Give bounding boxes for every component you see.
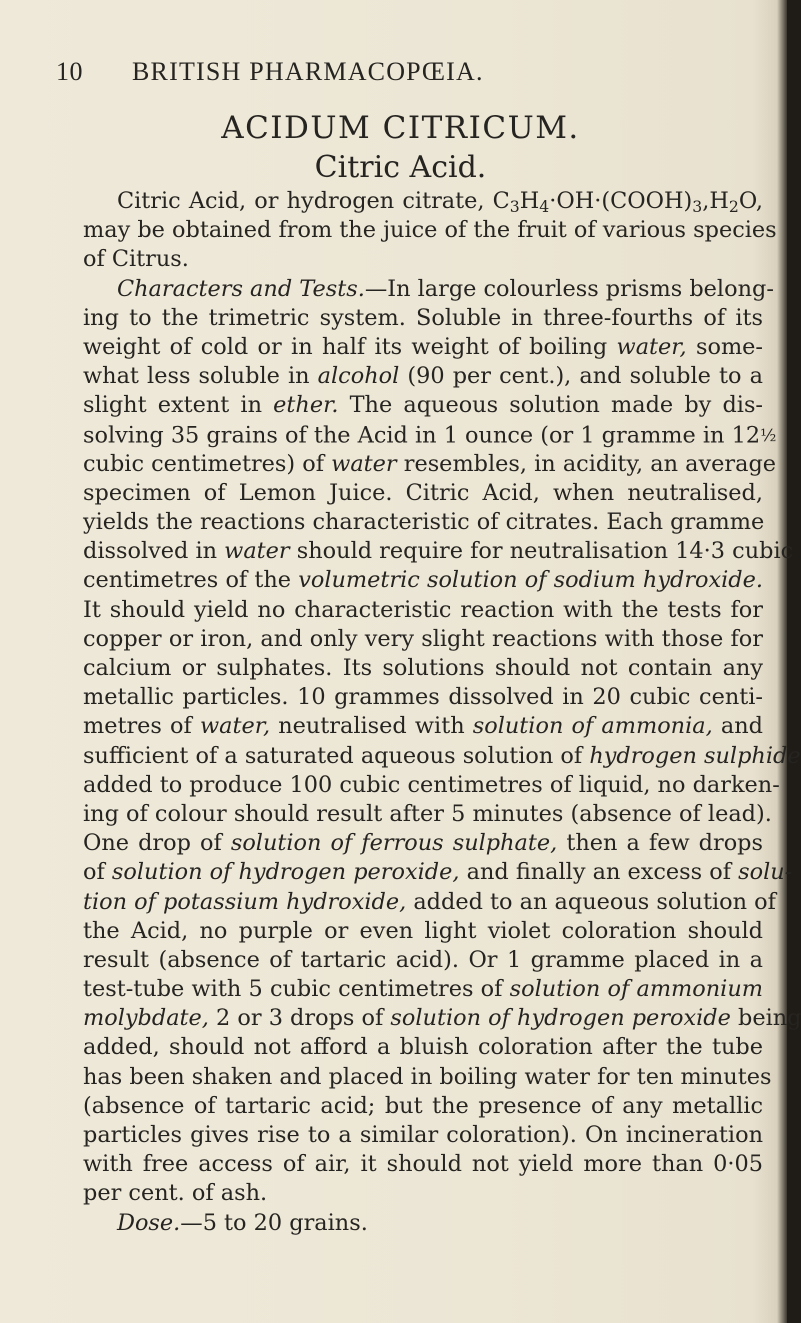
running-head (56, 57, 596, 91)
text-line: specimen of Lemon Juice. Citric Acid, when neutralised, (83, 479, 763, 506)
page-number: 10 (56, 57, 83, 86)
text-line: It should yield no characteristic reaction with the tests for (83, 596, 763, 623)
text-line: has been shaken and placed in boiling water for ten minutes (83, 1063, 772, 1090)
text-line: added to produce 100 cubic centimetres of liquid, no darken- (83, 771, 780, 798)
monograph-english-title: Citric Acid. (314, 150, 487, 185)
text-line: copper or iron, and only very slight reactions with those for (83, 625, 763, 652)
text-line: may be obtained from the juice of the fruit of various species (83, 217, 777, 244)
text-line: the Acid, no purple or even light violet coloration should (83, 917, 763, 944)
chemical-formula: $C_3H_4\cdot OH\cdot(COOH)_3,H_2O$, (492, 188, 763, 216)
text-line: ing of colour should result after 5 minutes (absence of lead). (83, 800, 772, 827)
text-line: test-tube with 5 cubic centimetres of solution of ammonium (83, 976, 763, 1003)
text-line: sufficient of a saturated aqueous solution of hydrogen sulphide (83, 742, 801, 769)
dose-value: —5 to 20 grains. (180, 1209, 368, 1236)
dose-line (83, 1209, 763, 1238)
text-line: solving 35 grains of the Acid in 1 ounce (or 1 gramme in 12½ (83, 422, 777, 449)
text-line: of solution of hydrogen peroxide, and finally an excess of solu- (83, 859, 793, 886)
text-line: (absence of tartaric acid; but the presence of any metallic (83, 1092, 763, 1119)
text-line: with free access of air, it should not yield more than 0·05 (83, 1151, 763, 1178)
section-heading: Characters and Tests. (117, 275, 365, 302)
monograph-body (83, 187, 801, 1238)
text-line: tion of potassium hydroxide, added to an aqueous solution of (83, 888, 776, 915)
text-line: metallic particles. 10 grammes dissolved in 20 cubic centi- (83, 684, 763, 711)
running-title: BRITISH PHARMACOPŒIA. (132, 57, 484, 86)
text-line: per cent. of ash. (83, 1180, 268, 1207)
text-line: centimetres of the volumetric solution of sodium hydroxide. (83, 567, 763, 594)
text-line: yields the reactions characteristic of citrates. Each gramme (83, 509, 765, 536)
text-line: cubic centimetres) of water resembles, in acidity, an average (83, 450, 777, 477)
text-line: metres of water, neutralised with solution of ammonia, and (83, 713, 763, 740)
dose-label: Dose. (117, 1209, 181, 1236)
text-line: what less soluble in alcohol (90 per cent.), and soluble to a (83, 363, 763, 390)
text-line: Citric Acid, or hydrogen citrate, $C_3H_4\cdot OH\cdot(COOH)_3,H_2O$, (117, 188, 763, 216)
text-line: result (absence of tartaric acid). Or 1 gramme placed in a (83, 946, 763, 973)
text-line: Characters and Tests.—In large colourless prisms belong- (117, 275, 774, 302)
text-line: weight of cold or in half its weight of boiling water, some- (83, 333, 763, 360)
text-line: One drop of solution of ferrous sulphate, then a few drops (83, 830, 764, 857)
text-line: dissolved in water should require for neutralisation 14·3 cubic (83, 538, 794, 565)
text-line: ing to the trimetric system. Soluble in three-fourths of its (83, 304, 763, 331)
monograph-latin-title: ACIDUM CITRICUM. (221, 110, 580, 146)
text-line: slight extent in ether. The aqueous solution made by dis- (83, 392, 763, 419)
text-line: added, should not afford a bluish coloration after the tube (83, 1034, 763, 1061)
text-line: molybdate, 2 or 3 drops of solution of hydrogen peroxide being (83, 1005, 801, 1032)
text-line: particles gives rise to a similar coloration). On incineration (83, 1122, 763, 1148)
scan-edge-shadow (787, 0, 801, 1323)
text-line: of Citrus. (83, 246, 189, 273)
text-line: calcium or sulphates. Its solutions should not contain any (83, 655, 763, 681)
